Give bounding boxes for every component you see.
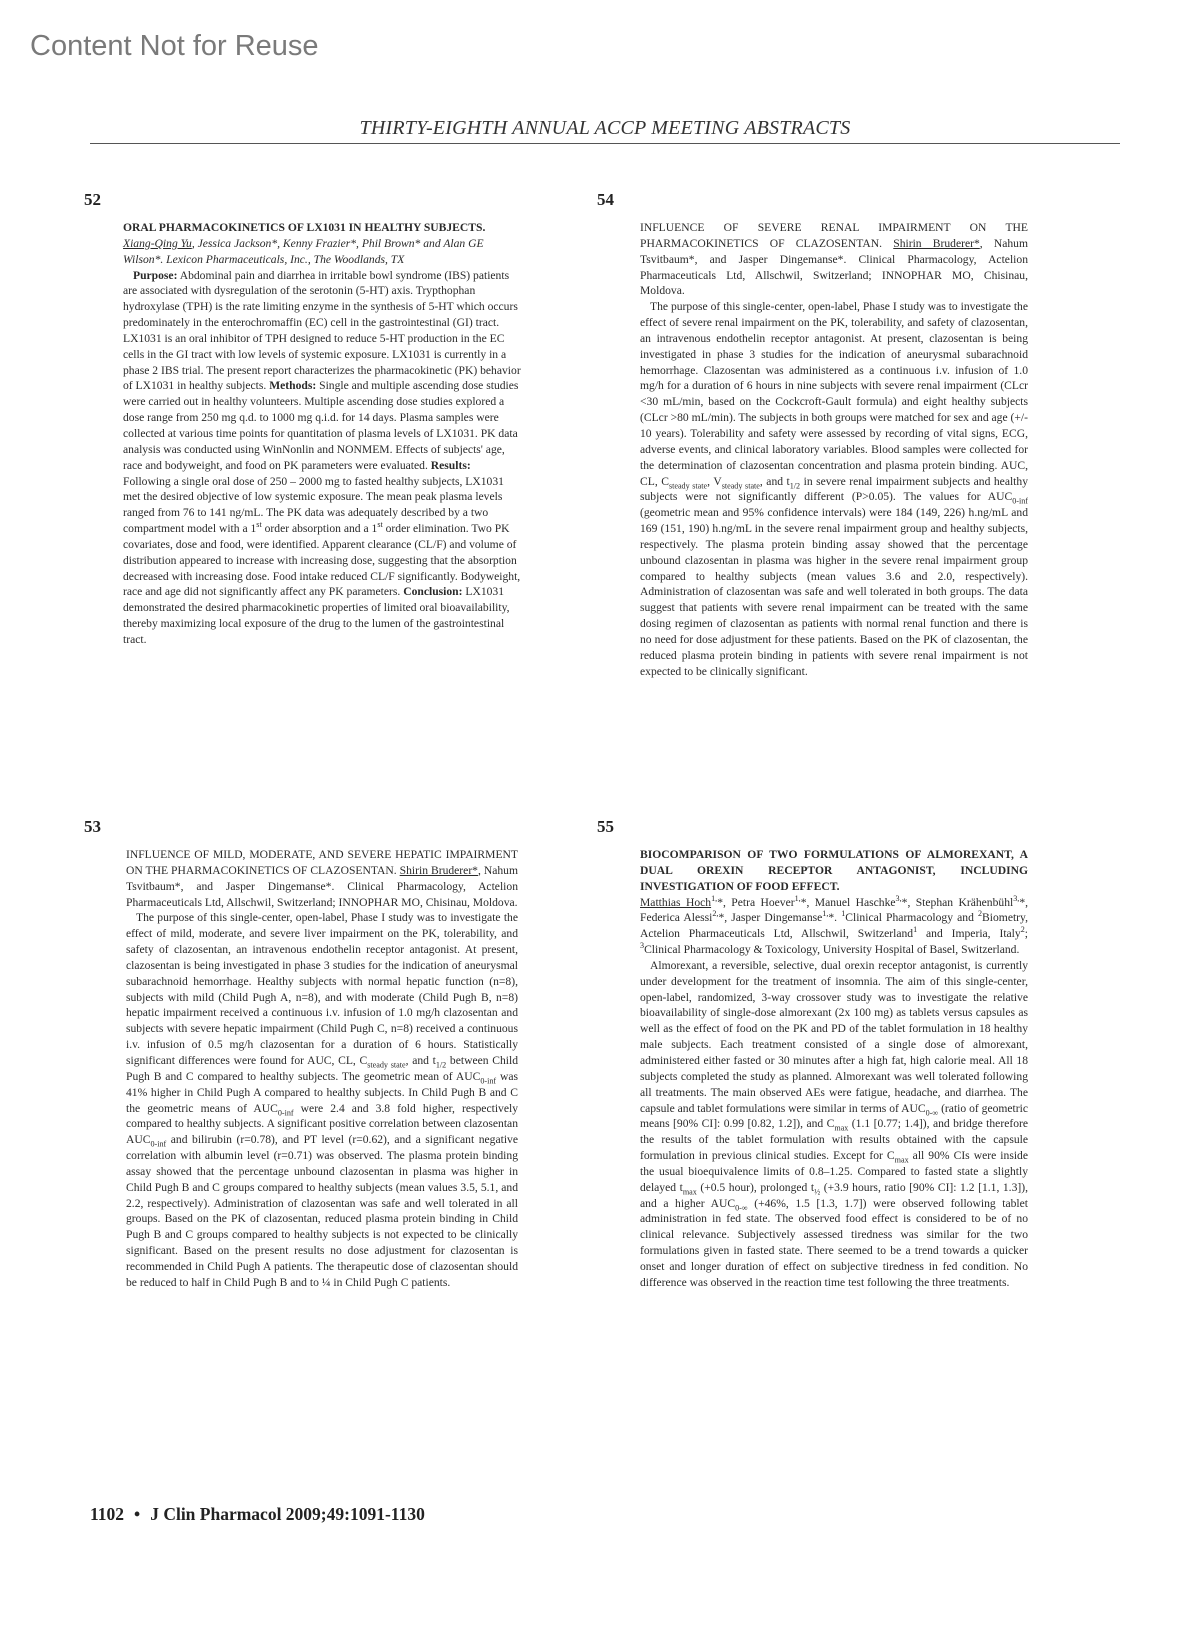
results-label: Results:: [430, 458, 471, 472]
abstract-54: [640, 220, 1028, 679]
purpose-text: Abdominal pain and diarrhea in irritable bowl syndrome (IBS) patients are associated with dysregulation of the serotonin (5-HT) axis. Trypthophan hydroxylase (TPH) is the rate limiting enzyme in the synthesis of 5-HT which occurs predominately in the enterochromaffin (EC) cell in the gastrointestinal (GI) tract. LX1031 is an oral inhibitor of TPH designed to reduce 5-HT production in the EC cells in the GI tract with low levels of systemic exposure. LX1031 is currently in a phase 2 IBS trial. The present report characterizes the pharmacokinetic (PK) behavior of LX1031 in healthy subjects.: [123, 268, 521, 393]
affiliation: .: [834, 911, 842, 925]
subscript: steady state: [668, 480, 708, 490]
results-text: Following a single oral dose of 250 – 2000 mg to fasted healthy subjects, LX1031 met the desired objective of low systemic exposure. The mean peak plasma levels ranged from 76 to 141 ng/mL. The PK data was adequately described by a two compartment model with a 1: [123, 474, 504, 536]
superscript: 1,: [711, 893, 718, 903]
subscript: 1/2: [435, 1060, 447, 1070]
affiliation: and Imperia, Italy: [917, 927, 1021, 941]
abstract-54-body: , and t: [759, 474, 790, 488]
abstract-54-title: INFLUENCE OF SEVERE RENAL IMPAIRMENT ON THE PHARMACOKINETICS OF CLAZOSENTAN.: [640, 221, 1028, 250]
superscript: 3,: [895, 893, 902, 903]
author-name: , Stephan Krähenbühl: [907, 895, 1014, 909]
author-name: , Manuel Haschke: [806, 895, 896, 909]
abstract-52-number: 52: [84, 190, 101, 209]
presenting-author: Xiang-Qing Yu: [123, 236, 192, 250]
subscript: ½: [814, 1187, 821, 1197]
superscript: 2: [1020, 925, 1025, 935]
running-head: THIRTY-EIGHTH ANNUAL ACCP MEETING ABSTRACTS: [359, 117, 851, 139]
presenting-author: Shirin Bruderer*: [399, 863, 478, 877]
affiliation: Biometry, Actelion Pharmaceuticals Ltd, Allschwil, Switzerland: [640, 911, 1028, 941]
author-list: , Nahum Tsvitbaum*, and Jasper Dingemanse*. Clinical Pharmacology, Actelion Pharmaceuticals Ltd, Allschwil, Switzerland; INNOPHAR MO, Chisinau, Moldova.: [126, 863, 518, 909]
superscript: 3: [640, 941, 645, 951]
results-text: order absorption and a 1: [261, 522, 378, 536]
superscript: st: [377, 520, 383, 530]
abstract-53-body: between Child Pugh B and C compared to healthy subjects. The geometric mean of AUC: [126, 1053, 518, 1083]
author-mark: *: [717, 895, 723, 909]
conclusion-text: LX1031 demonstrated the desired pharmacokinetic properties of limited oral bioavailability, thereby maximizing local exposure of the drug to the lumen of the gastrointestinal tract.: [123, 585, 510, 646]
abstract-55-title: BIOCOMPARISON OF TWO FORMULATIONS OF ALMOREXANT, A DUAL OREXIN RECEPTOR ANTAGONIST, INCLUDING INVESTIGATION OF FOOD EFFECT.: [640, 848, 1028, 893]
subscript: 0-inf: [150, 1139, 167, 1149]
author-list: , Jessica Jackson*, Kenny Frazier*, Phil Brown* and Alan GE Wilson*. Lexicon Pharmaceuticals, Inc., The Woodlands, TX: [123, 236, 484, 266]
abstract-53-body: , and t: [405, 1053, 436, 1067]
author-name: , Jasper Dingemanse: [724, 911, 823, 925]
author-name: , Federica Alessi: [640, 895, 1029, 925]
affiliation: Clinical Pharmacology and: [845, 911, 978, 925]
subscript: 0-inf: [277, 1107, 294, 1117]
subscript: 0-∞: [925, 1107, 939, 1117]
abstract-52: [123, 220, 521, 648]
subscript: steady state: [721, 480, 760, 490]
abstract-53-body: was 41% higher in Child Pugh A compared to healthy subjects. In Child Pugh B and C the geometric means of AUC: [126, 1069, 518, 1115]
author-mark: *: [1019, 895, 1026, 909]
superscript: 1,: [794, 893, 801, 903]
page-footer: [90, 1504, 425, 1525]
superscript: 1: [841, 909, 846, 919]
abstract-54-body: (geometric mean and 95% confidence intervals) were 184 (149, 226) h.ng/mL and 169 (151, 190) h.ng/mL in the severe renal impairment group and healthy subjects, respectively. The plasma protein binding assay showed that the percentage unbound clazosentan in plasma was higher in the severe renal impairment group compared to healthy subjects (mean values 3.6 and 2.0, respectively). Administration of clazosentan was safe and well tolerated in both groups. The data suggest that patients with severe renal impairment can be treated with the same dosing regimen of clazosentan as patients with normal renal function and there is no need for dose adjustment for these patients. Based on the PK of clazosentan, the reduced plasma protein binding in patients with severe renal impairment is not expected to be clinically significant.: [640, 506, 1028, 678]
abstract-55-body: Almorexant, a reversible, selective, dual orexin receptor antagonist, is currently under development for the treatment of insomnia. The aim of this single-center, open-label, randomized, 3-way crossover study was to investigate the relative bioavailability of single-dose almorexant (2x 100 mg) as tablets versus capsules as well as the effect of food on the PK and PD of the tablet formulation in 18 healthy male subjects. Each treatment consisted of a single dose of almorexant, administered either fasted or 30 minutes after a high fat, high calorie meal. All 18 subjects completed the study as planned. Almorexant was well tolerated following all treatments. The main observed AEs were fatigue, headache, and diarrhea. The capsule and tablet formulations were similar in terms of AUC: [640, 958, 1028, 1115]
author-mark: *: [718, 911, 725, 925]
abstract-53-body: and bilirubin (r=0.78), and PT level (r=0.62), and a significant negative correlation with albumin level (r=0.71) was observed. The plasma protein binding assay showed that the percentage unbound clazosentan in plasma was higher in Child Pugh B and C groups compared to healthy subjects (mean values 3.5, 5.1, and 2.2, respectively). Administration of clazosentan was safe and well tolerated in all groups. Based on the PK of clazosentan, reduced plasma protein binding in Child Pugh B and C groups compared to healthy subjects is not expected to be clinically significant. Based on the present results no dose adjustment for clazosentan is recommended in Child Pugh A patients. The therapeutic dose of clazosentan should be reduced to half in Child Pugh B and to ¼ in Child Pugh C patients.: [126, 1133, 518, 1289]
presenting-author: Shirin Bruderer*: [893, 236, 980, 250]
conclusion-label: Conclusion:: [403, 585, 463, 599]
methods-text: Single and multiple ascending dose studies were carried out in healthy volunteers. Multiple ascending dose studies explored a dose range from 250 mg q.d. to 1000 mg q.i.d. for 14 days. Plasma samples were collected at various time points for quantitation of plasma levels of LX1031. PK data analysis was conducted using WinNonlin and NONMEM. Effects of subjects' age, race and bodyweight, and food on PK parameters were evaluated.: [123, 379, 519, 472]
abstract-55-body: (ratio of geometric means [90% CI]: 0.99 [0.82, 1.2]), and C: [640, 1101, 1028, 1131]
abstract-53-body: The purpose of this single-center, open-label, Phase I study was to investigate the effect of mild, moderate, and severe liver impairment on the PK, tolerability, and safety of clazosentan, an intravenous endothelin receptor antagonist. At present, clazosentan is being investigated in phase 3 studies for the indication of aneurysmal subarachnoid hemorrhage. Healthy subjects with normal hepatic function (n=8), subjects with mild (Child Pugh A, n=8), and with moderate (Child Pugh B, n=8) hepatic impairment received a continuous i.v. infusion of 1.0 mg/h clazosentan and subjects with severe hepatic impairment (Child Pugh C, n=8) received a continuous i.v. infusion of 0.5 mg/h clazosentan for a duration of 6 hours. Statistically significant differences were found for AUC, CL, C: [126, 911, 518, 1067]
superscript: 2,: [712, 909, 719, 919]
author-mark: *: [901, 895, 908, 909]
superscript: 3,: [1013, 893, 1020, 903]
abstract-55: [640, 847, 1028, 1291]
abstract-54-body: in severe renal impairment subjects and healthy subjects were not significantly different (P>0.05). The values for AUC: [640, 474, 1029, 504]
author-list: , Nahum Tsvitbaum*, and Jasper Dingemanse*. Clinical Pharmacology, Actelion Pharmaceuticals Ltd, Allschwil, Switzerland; INNOPHAR MO, Chisinau, Moldova.: [640, 236, 1028, 298]
subscript: 1/2: [789, 480, 801, 490]
presenting-author: Matthias Hoch: [640, 895, 712, 909]
purpose-label: Purpose:: [133, 268, 178, 282]
header-rule: [90, 143, 1120, 144]
subscript: 0-∞: [735, 1202, 748, 1212]
author-name: , Petra Hoever: [722, 895, 795, 909]
page-number: 1102: [90, 1504, 125, 1524]
abstract-52-authors: [123, 237, 484, 266]
abstract-55-body: (1.1 [0.77; 1.4]), and bridge therefore the results of the tablet formulation with results obtained with the capsule formulation in previous clinical studies. Except for C: [640, 1117, 1029, 1163]
footer-bullet: •: [134, 1504, 141, 1524]
abstract-55-number: 55: [597, 817, 614, 836]
abstract-55-body: (+0.5 hour), prolonged t: [696, 1180, 815, 1194]
results-text: order elimination. Two PK covariates, dose and food, were identified. Apparent clearance (CL/F) and volume of distribution appeared to increase with increasing dose, suggesting that the absorption decreased with increasing dose. Food intake reduced CL/F significantly. Bodyweight, race and age did not significantly affect any PK parameters.: [123, 522, 521, 599]
abstract-53: [126, 847, 518, 1291]
subscript: max: [894, 1155, 909, 1165]
watermark: Content Not for Reuse: [30, 30, 319, 62]
affiliation: Clinical Pharmacology & Toxicology, University Hospital of Basel, Switzerland.: [644, 943, 1020, 957]
journal-citation: J Clin Pharmacol 2009;49:1091-1130: [150, 1504, 425, 1524]
superscript: st: [256, 520, 262, 530]
abstract-53-body: were 2.4 and 3.8 fold higher, respectively compared to healthy subjects. A significant positive correlation between clazosentan AUC: [126, 1101, 518, 1147]
subscript: 0-inf: [1012, 496, 1028, 506]
methods-label: Methods:: [269, 379, 317, 393]
abstract-54-body: The purpose of this single-center, open-label, Phase I study was to investigate the effect of severe renal impairment on the PK, tolerability, and safety of clazosentan, an intravenous endothelin receptor antagonist. At present, clazosentan is being investigated in phase 3 studies for the indication of aneurysmal subarachnoid hemorrhage. Clazosentan was administered as a continuous i.v. infusion of 1.0 mg/h for a duration of 6 hours in nine subjects with severe renal impairment (CLcr <30 mL/min, based on the Cockcroft-Gault formula) and eight healthy subjects (CLcr >80 mL/min). The subjects in both groups were matched for sex and age (+/- 10 years). Tolerability and safety were assessed by recording of vital signs, ECG, adverse events, and clinical laboratory variables. Blood samples were collected for the determination of clazosentan concentration and plasma protein binding. AUC, CL, C: [640, 300, 1028, 488]
subscript: steady state: [367, 1060, 406, 1070]
author-mark: *: [828, 911, 835, 925]
superscript: 1,: [822, 909, 829, 919]
subscript: 0-inf: [480, 1076, 497, 1086]
author-mark: *: [800, 895, 807, 909]
subscript: max: [682, 1187, 697, 1197]
abstract-54-body: , V: [707, 474, 722, 488]
abstract-55-body: all 90% CIs were inside the usual bioequivalence limits of 0.8–1.25. Compared to fasted state a slightly delayed t: [640, 1149, 1029, 1194]
abstract-54-number: 54: [597, 190, 614, 209]
superscript: 1: [913, 925, 918, 935]
abstract-53-number: 53: [84, 817, 101, 836]
superscript: 2: [977, 909, 983, 919]
abstract-53-title: INFLUENCE OF MILD, MODERATE, AND SEVERE HEPATIC IMPAIRMENT ON THE PHARMACOKINETICS OF CLAZOSENTAN.: [126, 848, 518, 877]
abstract-52-title: ORAL PHARMACOKINETICS OF LX1031 IN HEALTHY SUBJECTS.: [123, 221, 486, 234]
abstract-55-body: (+3.9 hours, ratio [90% CI]: 1.2 [1.1, 1.3]), and a higher AUC: [640, 1180, 1028, 1210]
affiliation: ;: [1024, 927, 1028, 941]
abstract-55-body: (+46%, 1.5 [1.3, 1.7]) were observed following tablet administration in fed state. The observed food effect is considered to be of no clinical relevance. Subjectively assessed tiredness was similar for the two formulations given in fasted state. There seemed to be a trend towards a quicker onset and longer duration of effect on subjective tiredness in fed condition. No difference was observed in the reaction time test following the three treatments.: [640, 1196, 1028, 1289]
subscript: max: [834, 1123, 849, 1133]
